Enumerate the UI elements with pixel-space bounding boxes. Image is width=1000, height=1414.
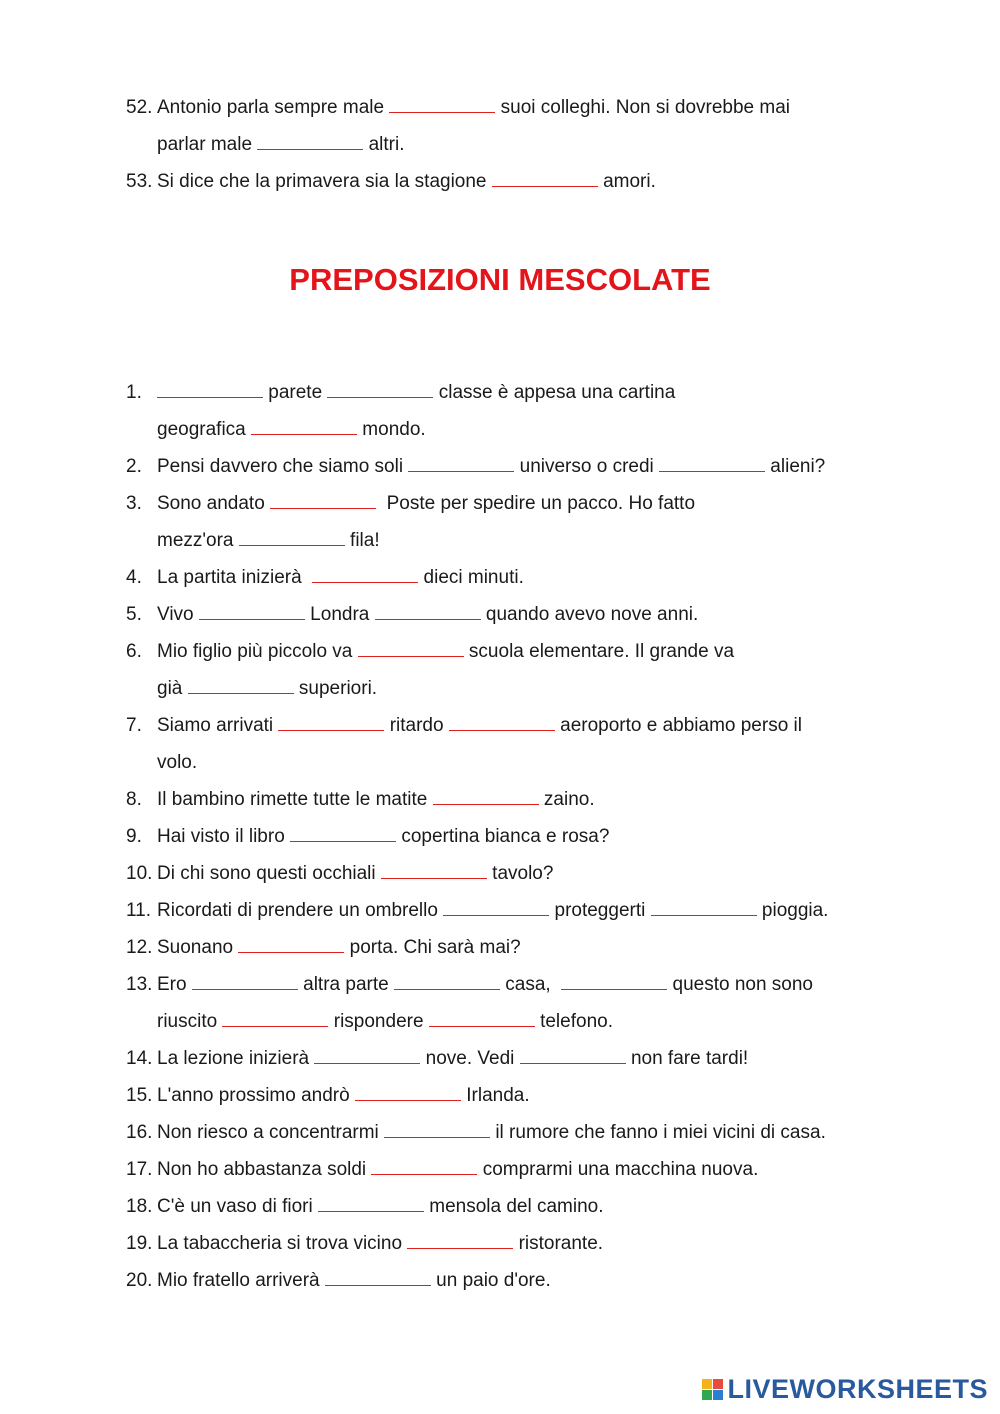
item-number: 9.	[126, 826, 142, 847]
item-text	[157, 1040, 926, 1077]
item-text-segment: amori.	[597, 171, 656, 192]
previous-exercise-list	[126, 89, 926, 200]
item-number: 16.	[126, 1122, 153, 1143]
item-text-segment: Ricordati di prendere un ombrello	[157, 900, 444, 921]
answer-blank[interactable]	[371, 1160, 477, 1175]
item-text	[157, 559, 926, 596]
exercise-item	[126, 374, 926, 448]
item-number: 15.	[126, 1085, 153, 1106]
exercise-item	[126, 1188, 926, 1225]
answer-blank[interactable]	[381, 864, 487, 879]
item-text	[157, 1188, 926, 1225]
item-number: 3.	[126, 493, 142, 514]
item-number: 6.	[126, 641, 142, 662]
item-text-segment: rispondere	[328, 1011, 429, 1032]
answer-blank[interactable]	[407, 1234, 513, 1249]
item-text-segment: Poste per spedire un pacco. Ho fatto mezz'ora	[157, 493, 696, 551]
answer-blank[interactable]	[157, 383, 263, 398]
item-text-segment: Pensi davvero che siamo soli	[157, 456, 409, 477]
answer-blank[interactable]	[449, 716, 555, 731]
item-text	[157, 1114, 926, 1151]
item-number: 20.	[126, 1270, 153, 1291]
liveworksheets-logo	[702, 1374, 988, 1405]
item-text-segment: altra parte	[297, 974, 394, 995]
item-text	[157, 707, 926, 781]
item-number: 13.	[126, 974, 153, 995]
item-text-segment: Il bambino rimette tutte le matite	[157, 789, 433, 810]
item-text	[157, 633, 926, 707]
item-text-segment: ritardo	[384, 715, 449, 736]
item-text	[157, 929, 926, 966]
brand-name: LIVEWORKSHEETS	[727, 1374, 988, 1404]
item-text-segment: scuola elementare. Il grande va già	[157, 641, 735, 699]
section-title: PREPOSIZIONI MESCOLATE	[289, 262, 711, 297]
exercise-item	[126, 1262, 926, 1299]
item-number: 5.	[126, 604, 142, 625]
item-text-segment: porta. Chi sarà mai?	[344, 937, 521, 958]
item-text-segment: Hai visto il libro	[157, 826, 291, 847]
item-text-segment: La partita inizierà	[157, 567, 313, 588]
item-text-segment: fila!	[344, 530, 380, 551]
item-text	[157, 163, 926, 200]
item-text-segment: il rumore che fanno i miei vicini di casa.	[490, 1122, 826, 1143]
item-number: 53.	[126, 171, 153, 192]
item-text-segment: Antonio parla sempre male	[157, 97, 390, 118]
item-text-segment: tavolo?	[486, 863, 554, 884]
answer-blank[interactable]	[358, 642, 464, 657]
exercise-list	[126, 374, 926, 1299]
answer-blank[interactable]	[492, 172, 598, 187]
answer-blank[interactable]	[520, 1049, 626, 1064]
exercise-item	[126, 633, 926, 707]
answer-blank[interactable]	[659, 457, 765, 472]
item-text-segment: classe è appesa una cartina geografica	[157, 382, 676, 440]
item-text	[157, 448, 926, 485]
answer-blank[interactable]	[384, 1123, 490, 1138]
answer-blank[interactable]	[270, 494, 376, 509]
answer-blank[interactable]	[239, 531, 345, 546]
answer-blank[interactable]	[561, 975, 667, 990]
item-text-segment: Suonano	[157, 937, 239, 958]
exercise-item	[126, 966, 926, 1040]
item-text-segment: Sono andato	[157, 493, 271, 514]
exercise-item	[126, 1114, 926, 1151]
exercise-item	[126, 855, 926, 892]
item-number: 10.	[126, 863, 153, 884]
logo-grid-icon	[702, 1379, 723, 1400]
item-text-segment: quando avevo nove anni.	[480, 604, 699, 625]
item-number: 1.	[126, 382, 142, 403]
item-text-segment: Ero	[157, 974, 192, 995]
item-text	[157, 1262, 926, 1299]
item-text-segment: proteggerti	[549, 900, 651, 921]
exercise-item	[126, 596, 926, 633]
answer-blank[interactable]	[312, 568, 418, 583]
item-text	[157, 374, 926, 448]
exercise-item	[126, 781, 926, 818]
item-text	[157, 892, 926, 929]
item-number: 11.	[126, 900, 152, 921]
item-text-segment: Di chi sono questi occhiali	[157, 863, 381, 884]
exercise-item	[126, 1077, 926, 1114]
answer-blank[interactable]	[429, 1012, 535, 1027]
item-text-segment: altri.	[363, 134, 405, 155]
item-text-segment: superiori.	[293, 678, 378, 699]
exercise-item	[126, 89, 926, 163]
item-number: 7.	[126, 715, 142, 736]
item-text-segment: L'anno prossimo andrò	[157, 1085, 355, 1106]
item-number: 2.	[126, 456, 142, 477]
item-text-segment: Mio fratello arriverà	[157, 1270, 325, 1291]
exercise-item	[126, 1225, 926, 1262]
item-number: 8.	[126, 789, 142, 810]
item-text-segment: Irlanda.	[460, 1085, 530, 1106]
item-text-segment: mondo.	[357, 419, 426, 440]
item-text-segment: questo non sono riuscito	[157, 974, 814, 1032]
item-text-segment: dieci minuti.	[418, 567, 524, 588]
item-text-segment: Mio figlio più piccolo va	[157, 641, 358, 662]
item-text-segment: casa,	[499, 974, 562, 995]
item-text-segment: mensola del camino.	[423, 1196, 604, 1217]
exercise-item	[126, 485, 926, 559]
item-text-segment: ristorante.	[513, 1233, 604, 1254]
item-text-segment: alieni?	[765, 456, 826, 477]
item-text	[157, 1225, 926, 1262]
item-number: 12.	[126, 937, 153, 958]
item-text	[157, 855, 926, 892]
exercise-item	[126, 1040, 926, 1077]
item-text	[157, 1151, 926, 1188]
item-text	[157, 485, 926, 559]
answer-blank[interactable]	[188, 679, 294, 694]
item-text-segment: suoi colleghi. Non si dovrebbe mai parlar male	[157, 97, 791, 155]
item-text-segment: copertina bianca e rosa?	[396, 826, 610, 847]
item-number: 19.	[126, 1233, 153, 1254]
answer-blank[interactable]	[314, 1049, 420, 1064]
answer-blank[interactable]	[290, 827, 396, 842]
item-text-segment: universo o credi	[514, 456, 660, 477]
item-text-segment: pioggia.	[756, 900, 829, 921]
item-text-segment: Non ho abbastanza soldi	[157, 1159, 372, 1180]
item-text-segment: nove. Vedi	[420, 1048, 520, 1069]
item-text-segment: un paio d'ore.	[430, 1270, 551, 1291]
item-number: 17.	[126, 1159, 153, 1180]
item-text-segment: Siamo arrivati	[157, 715, 279, 736]
answer-blank[interactable]	[278, 716, 384, 731]
answer-blank[interactable]	[318, 1197, 424, 1212]
item-text-segment: parete	[263, 382, 328, 403]
item-text-segment: C'è un vaso di fiori	[157, 1196, 318, 1217]
exercise-item	[126, 707, 926, 781]
exercise-item	[126, 818, 926, 855]
answer-blank[interactable]	[251, 420, 357, 435]
exercise-item	[126, 1151, 926, 1188]
item-text	[157, 781, 926, 818]
answer-blank[interactable]	[443, 901, 549, 916]
item-text-segment: La lezione inizierà	[157, 1048, 315, 1069]
answer-blank[interactable]	[192, 975, 298, 990]
item-text-segment: La tabaccheria si trova vicino	[157, 1233, 408, 1254]
item-number: 18.	[126, 1196, 153, 1217]
item-text-segment: comprarmi una macchina nuova.	[477, 1159, 759, 1180]
item-text	[157, 966, 926, 1040]
item-number: 4.	[126, 567, 142, 588]
exercise-item	[126, 559, 926, 596]
answer-blank[interactable]	[355, 1086, 461, 1101]
item-number: 14.	[126, 1048, 153, 1069]
answer-blank[interactable]	[257, 135, 363, 150]
item-text-segment: aeroporto e abbiamo perso il volo.	[157, 715, 802, 773]
answer-blank[interactable]	[222, 1012, 328, 1027]
item-text-segment: Non riesco a concentrarmi	[157, 1122, 385, 1143]
item-text	[157, 818, 926, 855]
item-text	[157, 596, 926, 633]
answer-blank[interactable]	[389, 98, 495, 113]
exercise-item	[126, 448, 926, 485]
answer-blank[interactable]	[433, 790, 539, 805]
item-text	[157, 1077, 926, 1114]
answer-blank[interactable]	[238, 938, 344, 953]
item-text-segment: non fare tardi!	[625, 1048, 749, 1069]
item-text-segment: Si dice che la primavera sia la stagione	[157, 171, 492, 192]
exercise-item	[126, 892, 926, 929]
exercise-item	[126, 929, 926, 966]
answer-blank[interactable]	[408, 457, 514, 472]
answer-blank[interactable]	[375, 605, 481, 620]
answer-blank[interactable]	[199, 605, 305, 620]
item-text-segment: Vivo	[157, 604, 199, 625]
item-number: 52.	[126, 97, 153, 118]
answer-blank[interactable]	[325, 1271, 431, 1286]
item-text-segment: telefono.	[534, 1011, 613, 1032]
answer-blank[interactable]	[394, 975, 500, 990]
answer-blank[interactable]	[327, 383, 433, 398]
answer-blank[interactable]	[651, 901, 757, 916]
exercise-item	[126, 163, 926, 200]
item-text-segment: zaino.	[538, 789, 595, 810]
item-text	[157, 89, 926, 163]
item-text-segment: Londra	[304, 604, 375, 625]
